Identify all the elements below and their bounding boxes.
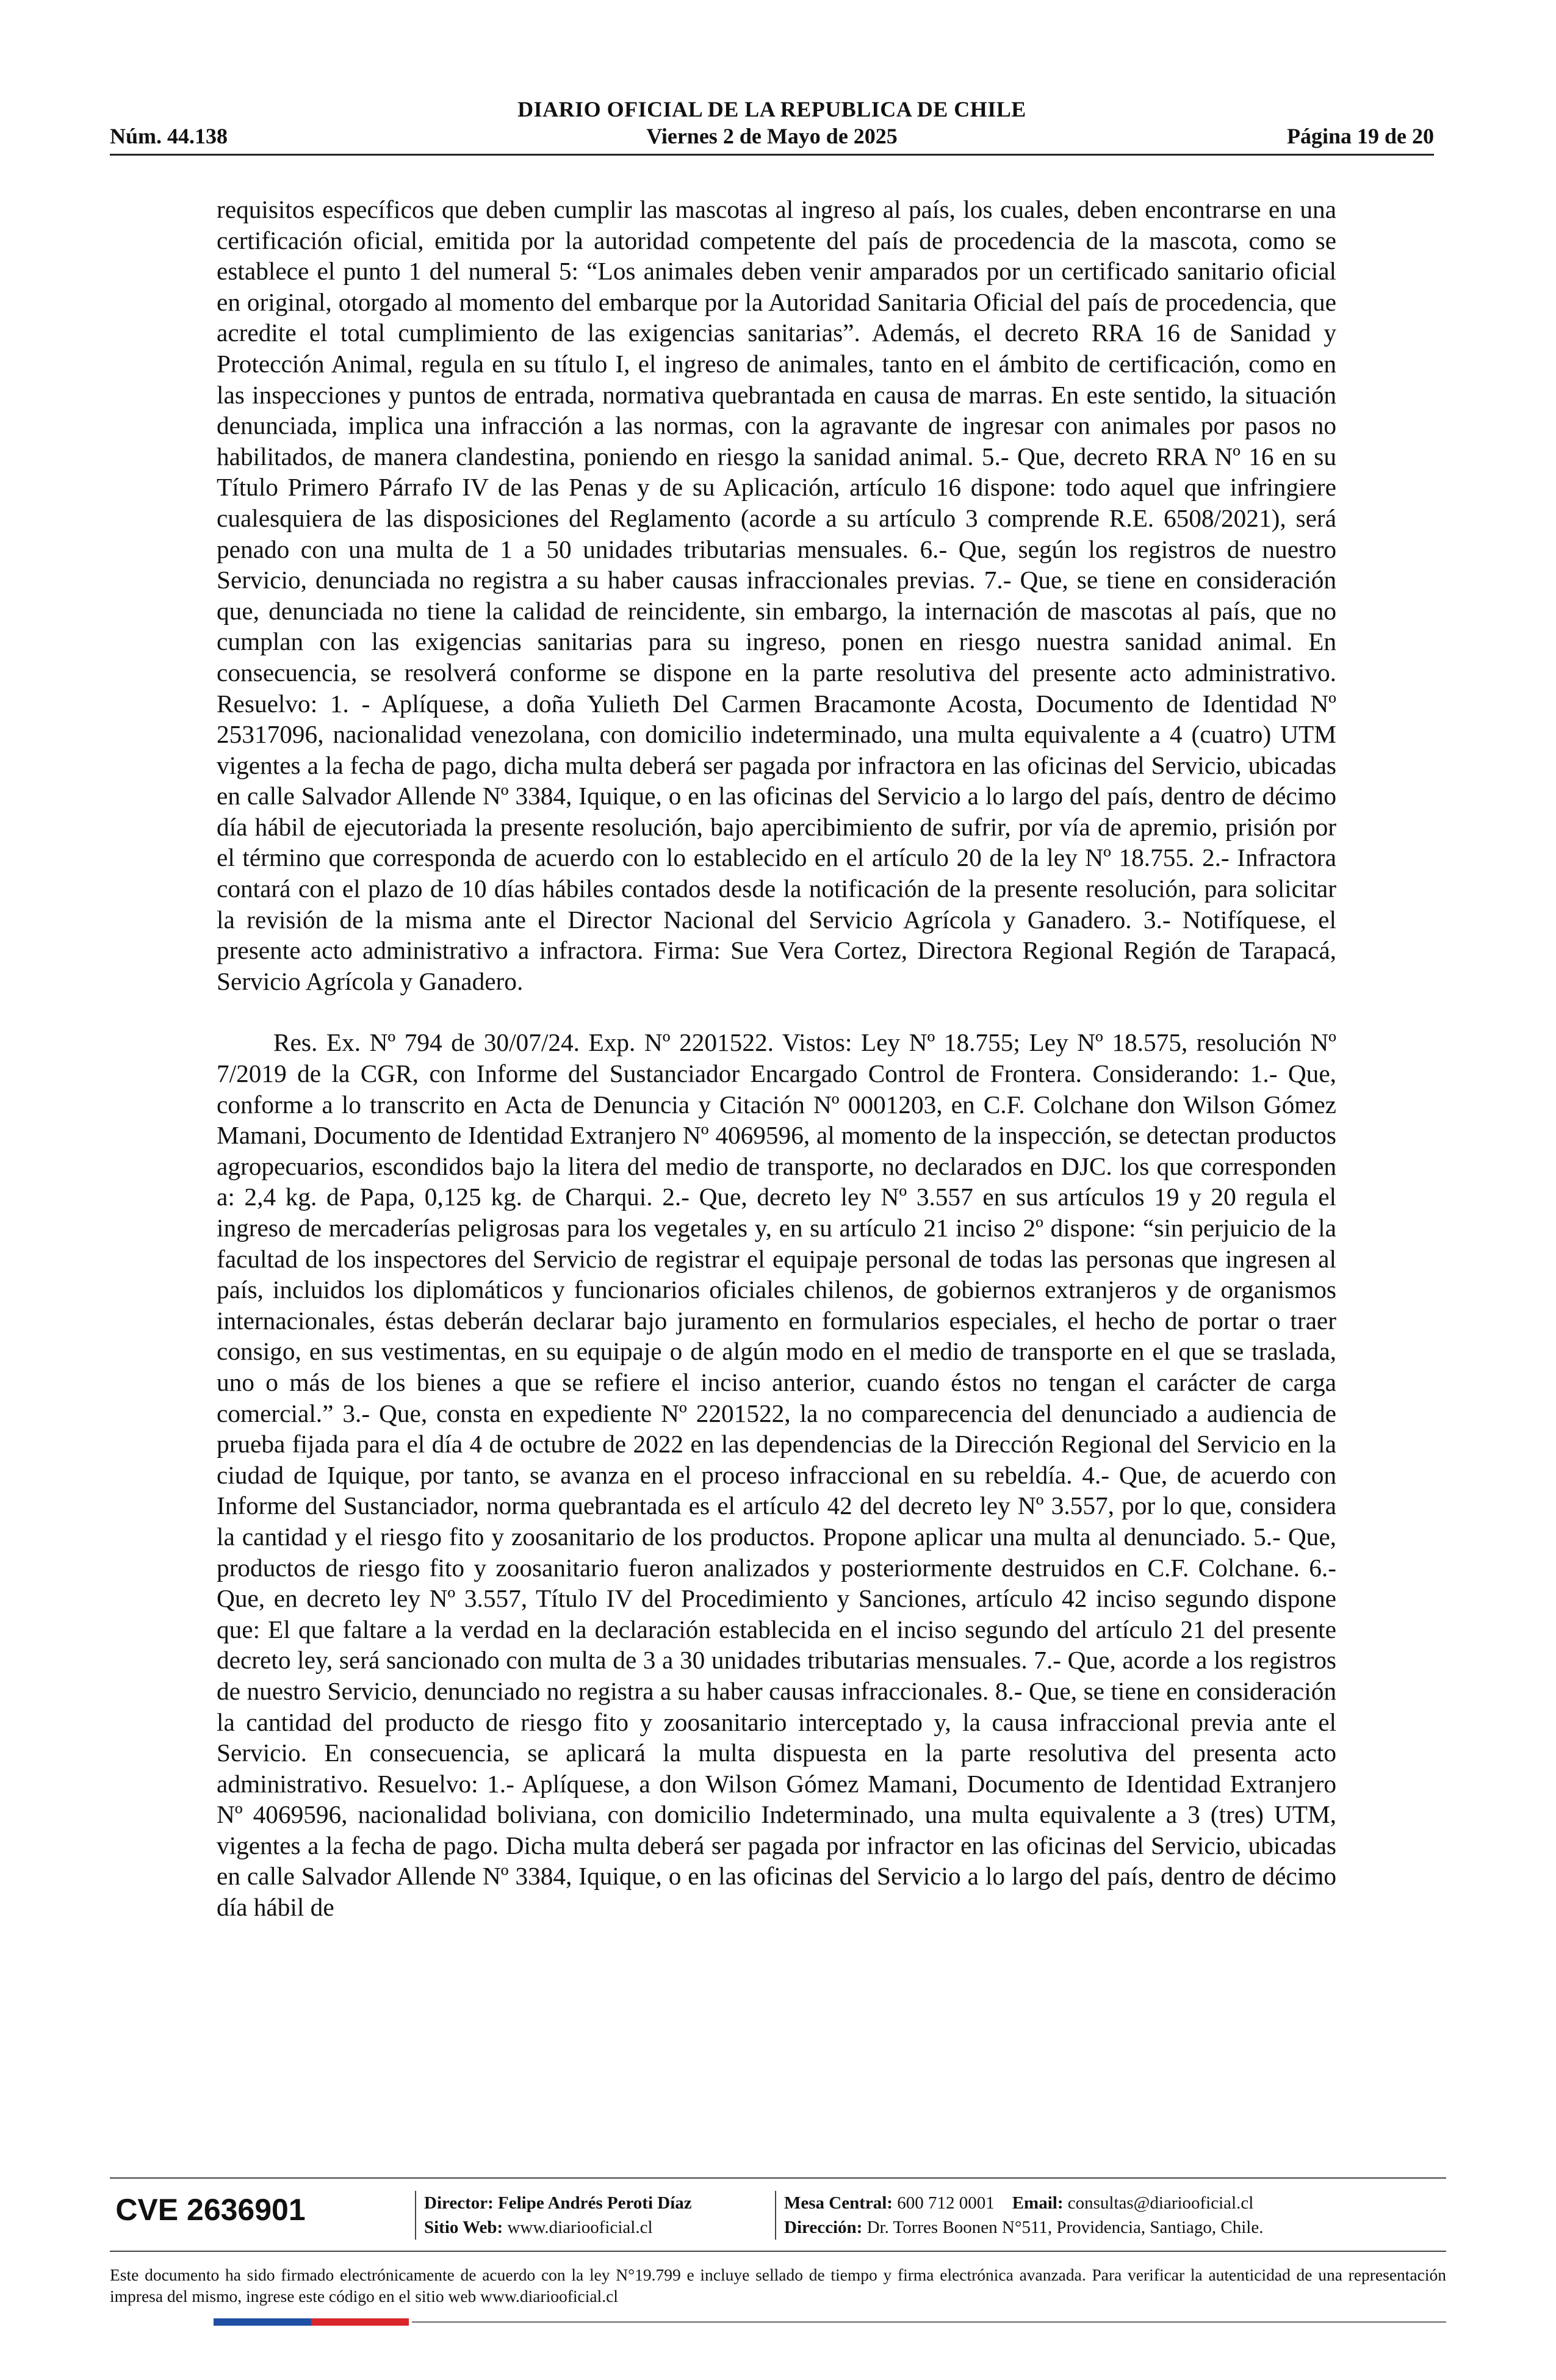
flag-red-segment [311,2318,409,2326]
flag-blue-segment [214,2318,311,2326]
address-label: Dirección: [784,2218,863,2237]
publication-title: DIARIO OFICIAL DE LA REPUBLICA DE CHILE [517,97,1026,121]
body-paragraph: requisitos específicos que deben cumplir las mascotas al ingreso al país, los cuales, deben encontrarse en una certificación oficial, emitida por la autoridad competente del país de procedencia de la mascota, como se establece el punto 1 del numeral 5: “Los animales deben venir amparados por un certificado sanitario oficial en original, otorgado al momento del embarque por la Autoridad Sanitaria Oficial del país de procedencia, que acredite el total cumplimiento de las exigencias sanitarias”. Además, el decreto RRA 16 de Sanidad y Protección Animal, regula en su título I, el ingreso de animales, tanto en el ámbito de certificación, como en las inspecciones y puntos de entrada, normativa quebrantada en causa de marras. En este sentido, la situación denunciada, implica una infracción a las normas, con la agravante de ingresar con animales por pasos no habilitados, de manera clandestina, poniendo en riesgo la sanidad animal. 5.- Que, decreto RRA Nº 16 en su Título Primero Párrafo IV de las Penas y de su Aplicación, artículo 16 dispone: todo aquel que infringiere cualesquiera de las disposiciones del Reglamento (acorde a su artículo 3 comprende R.E. 6508/2021), será penado con una multa de 1 a 50 unidades tributarias mensuales. 6.- Que, según los registros de nuestro Servicio, denunciada no registra a su haber causas infraccionales previas. 7.- Que, se tiene en consideración que, denunciada no tiene la calidad de reincidente, sin embargo, la internación de mascotas al país, que no cumplan con las exigencias sanitarias para su ingreso, ponen en riesgo nuestra sanidad animal. En consecuencia, se resolverá conforme se dispone en la parte resolutiva del presente acto administrativo. Resuelvo: 1. - Aplíquese, a doña Yulieth Del Carmen Bracamonte Acosta, Documento de Identidad Nº 25317096, nacionalidad venezolana, con domicilio indeterminado, una multa equivalente a 4 (cuatro) UTM vigentes a la fecha de pago, dicha multa deberá ser pagada por infractora en las oficinas del Servicio, ubicadas en calle Salvador Allende Nº 3384, Iquique, o en las oficinas del Servicio a lo largo del país, dentro de décimo día hábil de ejecutoriada la presente resolución, bajo apercibimiento de sufrir, por vía de apremio, prisión por el término que corresponda de acuerdo con lo establecido en el artículo 20 de la ley Nº 18.755. 2.- Infractora contará con el plazo de 10 días hábiles contados desde la notificación de la presente resolución, para solicitar la revisión de la misma ante el Director Nacional del Servicio Agrícola y Ganadero. 3.- Notifíquese, el presente acto administrativo a infractora. Firma: Sue Vera Cortez, Directora Regional Región de Tarapacá, Servicio Agrícola y Ganadero. [217,195,1336,995]
phone-number: 600 712 0001 [897,2193,995,2213]
issue-number: Núm. 44.138 [110,124,228,148]
website-link[interactable]: www.diariooficial.cl [507,2218,653,2237]
body-paragraph: Res. Ex. Nº 794 de 30/07/24. Exp. Nº 2201522. Vistos: Ley Nº 18.755; Ley Nº 18.575, resolución Nº 7/2019 de la CGR, con Informe del Sustanciador Encargado Control de Frontera. Considerando: 1.- Que, conforme a lo transcrito en Acta de Denuncia y Citación Nº 0001203, en C.F. Colchane don Wilson Gómez Mamani, Documento de Identidad Extranjero Nº 4069596, al momento de la inspección, se detectan productos agropecuarios, escondidos bajo la litera del medio de transporte, no declarados en DJC. los que corresponden a: 2,4 kg. de Papa, 0,125 kg. de Charqui. 2.- Que, decreto ley Nº 3.557 en sus artículos 19 y 20 regula el ingreso de mercaderías peligrosas para los vegetales y, en su artículo 21 inciso 2º dispone: “sin perjuicio de la facultad de los inspectores del Servicio de registrar el equipaje personal de todas las personas que ingresen al país, incluidos los diplomáticos y funcionarios oficiales chilenos, de gobiernos extranjeros y de organismos internacionales, éstas deberán declarar bajo juramento en formularios especiales, el hecho de portar o traer consigo, en sus vestimentas, en su equipaje o de algún modo en el medio de transporte en el que se traslada, uno o más de los bienes a que se refiere el inciso anterior, cuando éstos no tengan el carácter de carga comercial.” 3.- Que, consta en expediente Nº 2201522, la no comparecencia del denunciado a audiencia de prueba fijada para el día 4 de octubre de 2022 en las dependencias de la Dirección Regional del Servicio en la ciudad de Iquique, por tanto, se avanza en el proceso infraccional en su rebeldía. 4.- Que, de acuerdo con Informe del Sustanciador, norma quebrantada es el artículo 42 del decreto ley Nº 3.557, por lo que, considera la cantidad y el riesgo fito y zoosanitario de los productos. Propone aplicar una multa al denunciado. 5.- Que, productos de riesgo fito y zoosanitario fueron analizados y posteriormente destruidos en C.F. Colchane. 6.- Que, en decreto ley Nº 3.557, Título IV del Procedimiento y Sanciones, artículo 42 inciso segundo dispone que: El que faltare a la verdad en la declaración establecida en el inciso segundo del artículo 21 del presente decreto ley, será sancionado con multa de 3 a 30 unidades tributarias mensuales. 7.- Que, acorde a los registros de nuestro Servicio, denunciado no registra a su haber causas infraccionales. 8.- Que, se tiene en consideración la cantidad del producto de riesgo fito y zoosanitario interceptado y, la causa infraccional previa ante el Servicio. En consecuencia, se aplicará la multa dispuesta en la parte resolutiva del presenta acto administrativo. Resuelvo: 1.- Aplíquese, a don Wilson Gómez Mamani, Documento de Identidad Extranjero Nº 4069596, nacionalidad boliviana, con domicilio Indeterminado, una multa equivalente a 3 (tres) UTM, vigentes a la fecha de pago. Dicha multa deberá ser pagada por infractor en las oficinas del Servicio, ubicadas en calle Salvador Allende Nº 3384, Iquique, o en las oficinas del Servicio a lo largo del país, dentro de décimo día hábil de [217,1028,1336,1922]
flag-stripe [214,2318,409,2326]
email-link[interactable]: consultas@diariooficial.cl [1067,2193,1254,2213]
phone-label: Mesa Central: [784,2193,893,2213]
footer-separator [415,2191,416,2240]
footer-divider [110,2177,1446,2179]
website-label: Sitio Web: [424,2218,503,2237]
page-footer [110,2177,1446,2367]
page-number: Página 19 de 20 [1286,124,1434,148]
director-label: Director: [424,2193,494,2213]
page-header [110,92,1434,159]
header-divider [110,154,1434,156]
cve-code: CVE 2636901 [115,2193,306,2227]
footer-divider [110,2251,1446,2252]
footer-separator [775,2191,776,2240]
footer-contact-block [784,2191,1263,2240]
signature-notice: Este documento ha sido firmado electrónicamente de acuerdo con la ley N°19.799 e incluye sellado de tiempo y firma electrónica avanzada. Para verificar la autenticidad de una representación impresa del mismo, ingrese este código en el sitio web www.diariooficial.cl [110,2265,1446,2306]
email-label: Email: [1012,2193,1064,2213]
issue-date: Viernes 2 de Mayo de 2025 [646,124,898,148]
address-value: Dr. Torres Boonen N°511, Providencia, Santiago, Chile. [866,2218,1264,2237]
footer-director-block [424,2191,692,2240]
document-body [217,194,1336,1923]
footer-bottom-rule [412,2321,1446,2323]
director-name: Felipe Andrés Peroti Díaz [498,2193,692,2213]
